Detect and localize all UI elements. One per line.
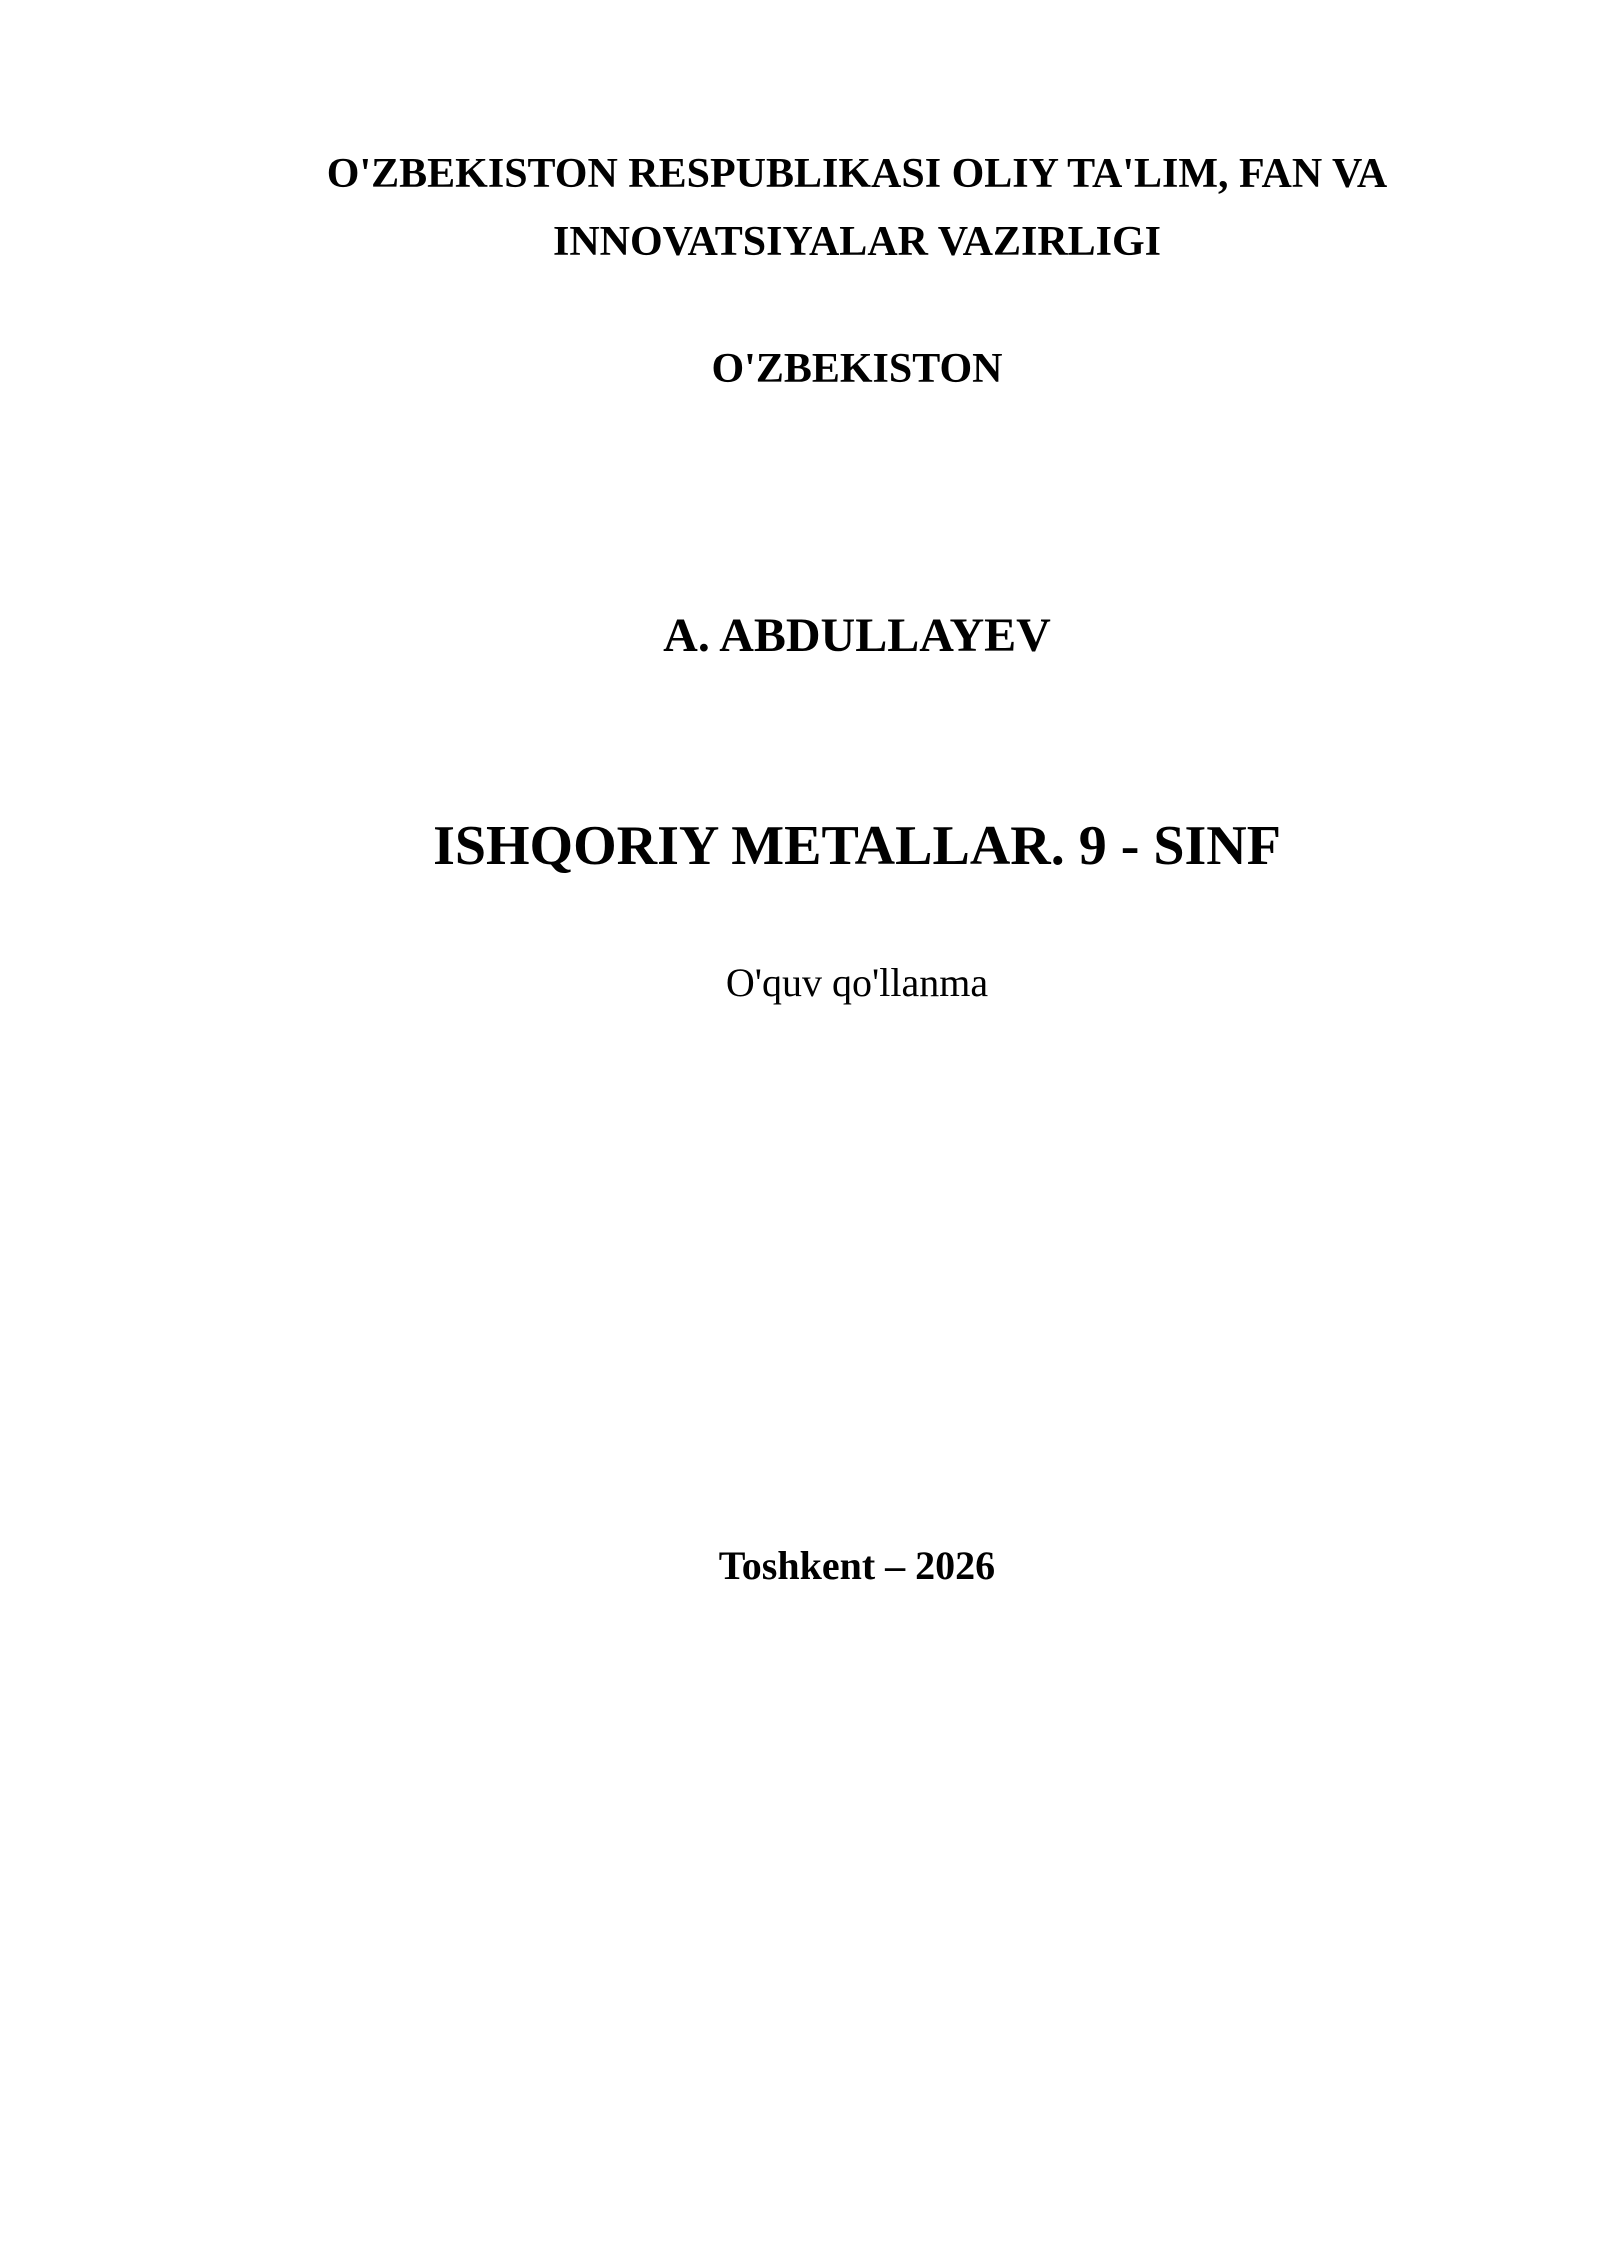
book-subtitle: O'quv qo'llanma <box>725 960 989 1005</box>
imprint-line: Toshkent – 2026 <box>718 1543 996 1588</box>
title-page-content <box>227 140 1487 1598</box>
book-title: ISHQORIY METALLAR. 9 - SINF <box>433 815 1281 877</box>
ministry-heading <box>227 140 1487 276</box>
ministry-heading-line-1: O'ZBEKISTON RESPUBLIKASI OLIY TA'LIM, FAN VA <box>326 151 1388 197</box>
institution-heading: O'ZBEKISTON <box>711 346 1003 392</box>
ministry-heading-line-2: INNOVATSIYALAR VAZIRLIGI <box>552 219 1162 265</box>
author-name: A. ABDULLAYEV <box>663 609 1051 662</box>
